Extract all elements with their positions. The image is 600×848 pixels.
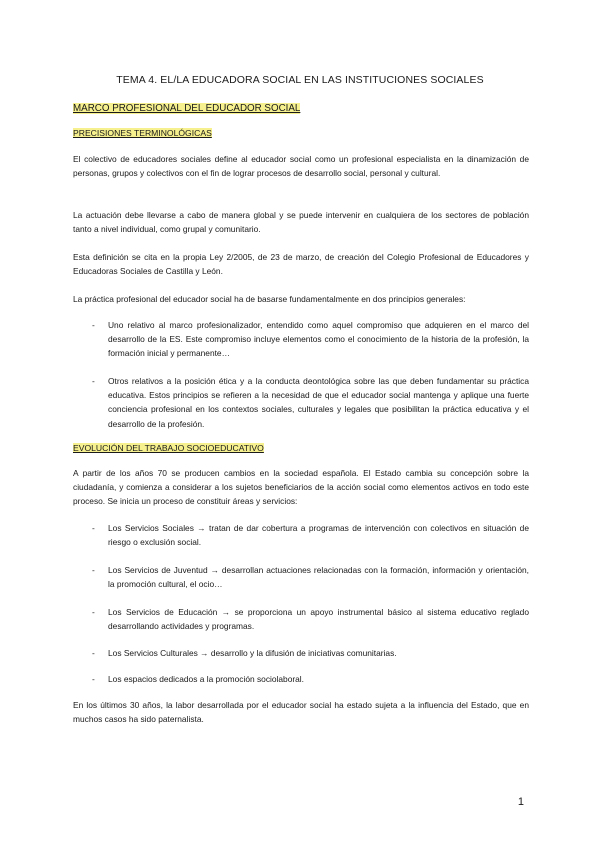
bullet-dash: -	[92, 607, 95, 617]
list-item-text: Los Servicios Sociales → tratan de dar cobertura a programas de intervención con colectivos en situación de riesgo o exclusión social.	[108, 523, 529, 548]
subheading-evolution	[73, 443, 264, 454]
list-item-service-3	[92, 605, 529, 633]
page-number: 1	[517, 796, 524, 808]
list-item-text: Otros relativos a la posición ética y a la conducta deontológica sobre las que deben fundamentar su práctica educativa. Estos principios se refieren a la necesidad de que el educador social mantenga y aplique una fuerte conciencia profesional en los contextos sociales, culturales y legales que posibilitan la práctica educativa y el desarrollo de la profesión.	[108, 376, 529, 429]
subheading-evolution-text: EVOLUCIÓN DEL TRABAJO SOCIOEDUCATIVO	[73, 443, 264, 453]
list-item-text: Los Servicios Culturales → desarrollo y la difusión de iniciativas comunitarias.	[108, 648, 397, 658]
list-item-text: Los espacios dedicados a la promoción sociolaboral.	[108, 674, 304, 684]
list-item-service-2	[92, 563, 529, 591]
paragraph-evolution: A partir de los años 70 se producen cambios en la sociedad española. El Estado cambia su concepción sobre la ciudadanía, y comienza a considerar a los sujetos beneficiarios de la acción social como elementos activos en todo este proceso. Se inicia un proceso de constituir áreas y servicios:	[73, 468, 529, 507]
list-item-text: Los Servicios de Educación → se proporciona un apoyo instrumental básico al sistema educativo reglado desarrollando actividades y programas.	[108, 607, 529, 632]
paragraph-conclusion: En los últimos 30 años, la labor desarrollada por el educador social ha estado sujeta a la influencia del Estado, que en muchos casos ha sido paternalista.	[73, 700, 529, 725]
list-item-service-4	[92, 646, 529, 660]
list-item-principle-1	[92, 318, 529, 361]
bullet-dash: -	[92, 565, 95, 575]
paragraph-principles-intro: La práctica profesional del educador social ha de basarse fundamentalmente en dos principios generales:	[73, 294, 466, 304]
subheading-terminology	[73, 128, 212, 139]
list-item-principle-2	[92, 374, 529, 431]
bullet-dash: -	[92, 523, 95, 533]
list-item-text: Los Servicios de Juventud → desarrollan actuaciones relacionadas con la formación, información y orientación, la promoción cultural, el ocio…	[108, 565, 529, 590]
section-heading-text: MARCO PROFESIONAL DEL EDUCADOR SOCIAL	[73, 103, 301, 114]
bullet-dash: -	[92, 648, 95, 658]
paragraph-law: Esta definición se cita en la propia Ley 2/2005, de 23 de marzo, de creación del Colegio Profesional de Educadores y Educadoras Sociales de Castilla y León.	[73, 252, 529, 277]
paragraph-definition: El colectivo de educadores sociales define al educador social como un profesional especialista en la dinamización de personas, grupos y colectivos con el fin de lograr procesos de desarrollo social, personal y cultural.	[73, 154, 529, 179]
subheading-terminology-text: PRECISIONES TERMINOLÓGICAS	[73, 128, 212, 138]
list-item-text: Uno relativo al marco profesionalizador, entendido como aquel compromiso que adquieren en el marco del desarrollo de la ES. Este compromiso incluye elementos como el conocimiento de la historia de la profesión, la formación inicial y permanente…	[108, 320, 529, 359]
bullet-dash: -	[92, 674, 95, 684]
bullet-dash: -	[92, 376, 95, 386]
paragraph-actuation: La actuación debe llevarse a cabo de manera global y se puede intervenir en cualquiera de los sectores de población tanto a nivel individual, como grupal y comunitario.	[73, 210, 529, 235]
bullet-dash: -	[92, 320, 95, 330]
list-item-service-5	[92, 672, 529, 686]
list-item-service-1	[92, 521, 529, 549]
section-heading	[73, 103, 300, 114]
document-title: TEMA 4. EL/LA EDUCADORA SOCIAL EN LAS INSTITUCIONES SOCIALES	[116, 74, 484, 86]
